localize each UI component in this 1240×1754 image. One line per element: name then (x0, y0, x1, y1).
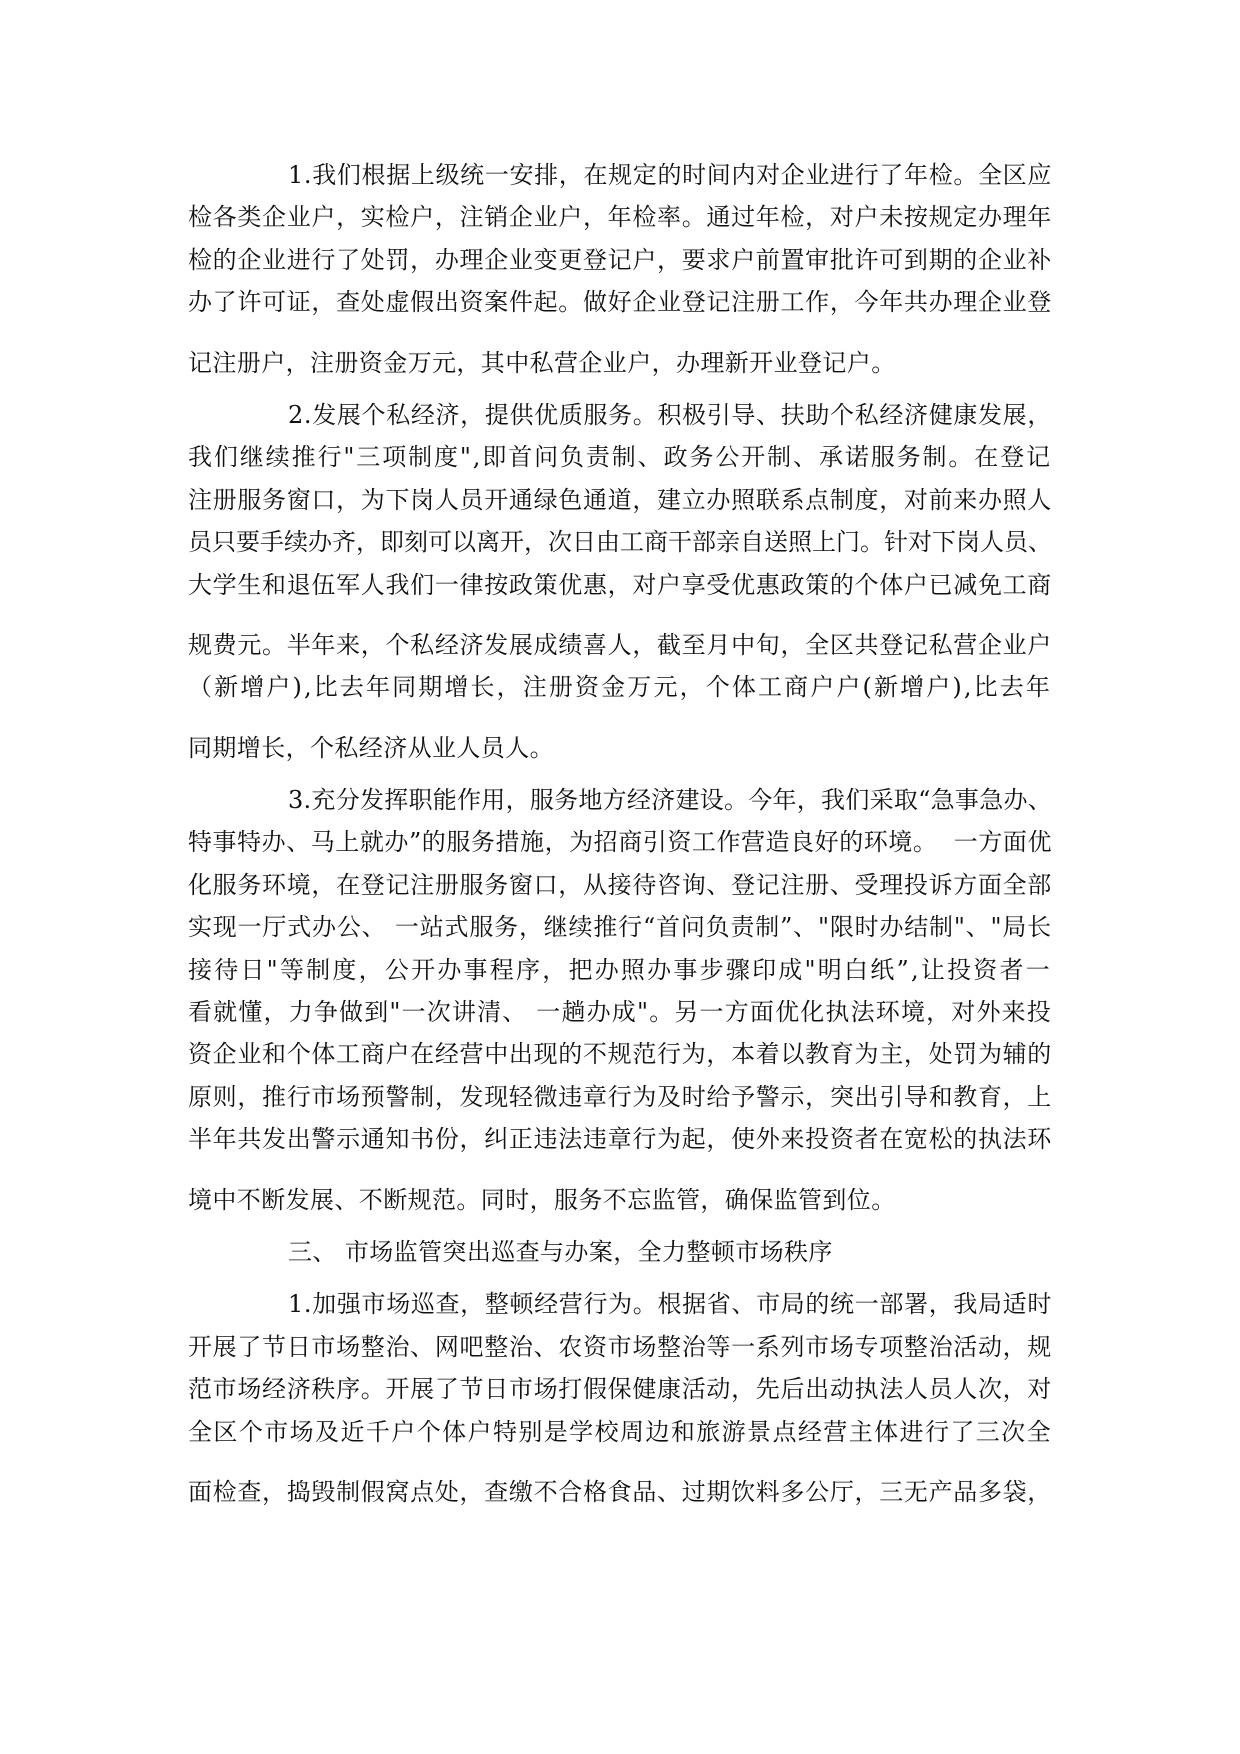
text-line (188, 196, 1052, 238)
text-line (188, 666, 1052, 708)
line-text: 记注册户，注册资金万元，其中私营企业户，办理新开业登记户。 (188, 348, 896, 377)
paragraph (188, 1179, 1052, 1221)
paragraph (188, 624, 1052, 709)
paragraph (188, 779, 1052, 1161)
text-line (188, 779, 1052, 821)
line-text: 化服务环境，在登记注册服务窗口，从接待咨询、登记注册、受理投诉方面全部 (188, 870, 1052, 899)
paragraph (188, 342, 1052, 384)
text-line (188, 521, 1052, 563)
line-text: 原则，推行市场预警制，发现轻微违章行为及时给予警示，突出引导和教育，上 (188, 1082, 1052, 1111)
text-line (188, 1076, 1052, 1118)
line-text: 接待日"等制度，公开办事程序，把办照办事步骤印成"明白纸”,让投资者一 (188, 955, 1052, 984)
line-text: 范市场经济秩序。开展了节日市场打假保健康活动，先后出动执法人员人次，对 (188, 1375, 1052, 1404)
text-line (188, 1179, 1052, 1221)
text-line (188, 1118, 1052, 1160)
text-line (188, 1411, 1052, 1453)
paragraph (188, 154, 1052, 324)
text-line (188, 991, 1052, 1033)
line-text: 全区个市场及近千户个体户特别是学校周边和旅游景点经营主体进行了三次全 (188, 1417, 1052, 1446)
text-line (188, 906, 1052, 948)
line-text: 面检查，捣毁制假窝点处，查缴不合格食品、过期饮料多公厅，三无产品多袋， (188, 1477, 1052, 1506)
text-line (188, 479, 1052, 521)
text-line (188, 394, 1052, 436)
text-line (188, 1471, 1052, 1513)
text-line (188, 1033, 1052, 1075)
section-heading (188, 1231, 1052, 1273)
text-line (188, 564, 1052, 606)
text-line (188, 154, 1052, 196)
line-text: 半年共发出警示通知书份，纠正违法违章行为起，使外来投资者在宽松的执法环 (188, 1125, 1052, 1154)
line-text: 2.发展个私经济，提供优质服务。积极引导、扶助个私经济健康发展， (288, 400, 1052, 429)
text-line (188, 436, 1052, 478)
line-text: 实现一厅式办公、 一站式服务，继续推行“首问负责制”、"限时办结制"、"局长 (188, 913, 1052, 942)
line-text: 开展了节日市场整治、网吧整治、农资市场整治等一系列市场专项整治活动，规 (188, 1332, 1052, 1361)
text-line (188, 281, 1052, 323)
line-text: 注册服务窗口，为下岗人员开通绿色通道，建立办照联系点制度，对前来办照人 (188, 485, 1052, 514)
text-line (188, 949, 1052, 991)
line-text: 规费元。半年来，个私经济发展成绩喜人，截至月中旬，全区共登记私营企业户 (188, 630, 1052, 659)
text-line (188, 624, 1052, 666)
line-text: 检的企业进行了处罚，办理企业变更登记户，要求户前置审批许可到期的企业补 (188, 245, 1052, 274)
line-text: 我们继续推行"三项制度",即首问负责制、政务公开制、承诺服务制。在登记 (188, 443, 1052, 472)
paragraph (188, 1471, 1052, 1513)
paragraph (188, 1283, 1052, 1453)
text-line (188, 864, 1052, 906)
line-text: 员只要手续办齐，即刻可以离开，次日由工商干部亲自送照上门。针对下岗人员、 (188, 528, 1052, 557)
paragraph (188, 727, 1052, 769)
line-text: 检各类企业户，实检户，注销企业户，年检率。通过年检，对户未按规定办理年 (188, 203, 1052, 232)
line-text: 1.加强市场巡查，整顿经营行为。根据省、市局的统一部署，我局适时 (288, 1290, 1052, 1319)
line-text: 办了许可证，查处虚假出资案件起。做好企业登记注册工作，今年共办理企业登 (188, 288, 1052, 317)
line-text: 特事特办、马上就办”的服务措施，为招商引资工作营造良好的环境。 一方面优 (188, 828, 1052, 857)
text-line (188, 727, 1052, 769)
text-line (188, 1231, 1052, 1273)
text-line (188, 1368, 1052, 1410)
text-line (188, 821, 1052, 863)
line-text: 大学生和退伍军人我们一律按政策优惠，对户享受优惠政策的个体户已减免工商 (188, 570, 1052, 599)
line-text: 境中不断发展、不断规范。同时，服务不忘监管，确保监管到位。 (188, 1185, 896, 1214)
text-line (188, 239, 1052, 281)
text-line (188, 1283, 1052, 1325)
line-text: 3.充分发挥职能作用，服务地方经济建设。今年，我们采取“急事急办、 (288, 786, 1052, 815)
section-heading-text: 三、 市场监管突出巡查与办案，全力整顿市场秩序 (288, 1237, 833, 1266)
line-text: 看就懂，力争做到"一次讲清、 一趟办成"。另一方面优化执法环境，对外来投 (188, 998, 1052, 1027)
text-line (188, 342, 1052, 384)
line-text: 资企业和个体工商户在经营中出现的不规范行为，本着以教育为主，处罚为辅的 (188, 1040, 1052, 1069)
line-text: （新增户),比去年同期增长，注册资金万元，个体工商户户(新增户),比去年 (188, 673, 1052, 702)
paragraph (188, 394, 1052, 606)
document-body (188, 154, 1052, 1513)
text-line (188, 1326, 1052, 1368)
line-text: 同期增长，个私经济从业人员人。 (188, 733, 554, 762)
line-text: 1.我们根据上级统一安排，在规定的时间内对企业进行了年检。全区应 (288, 161, 1052, 189)
